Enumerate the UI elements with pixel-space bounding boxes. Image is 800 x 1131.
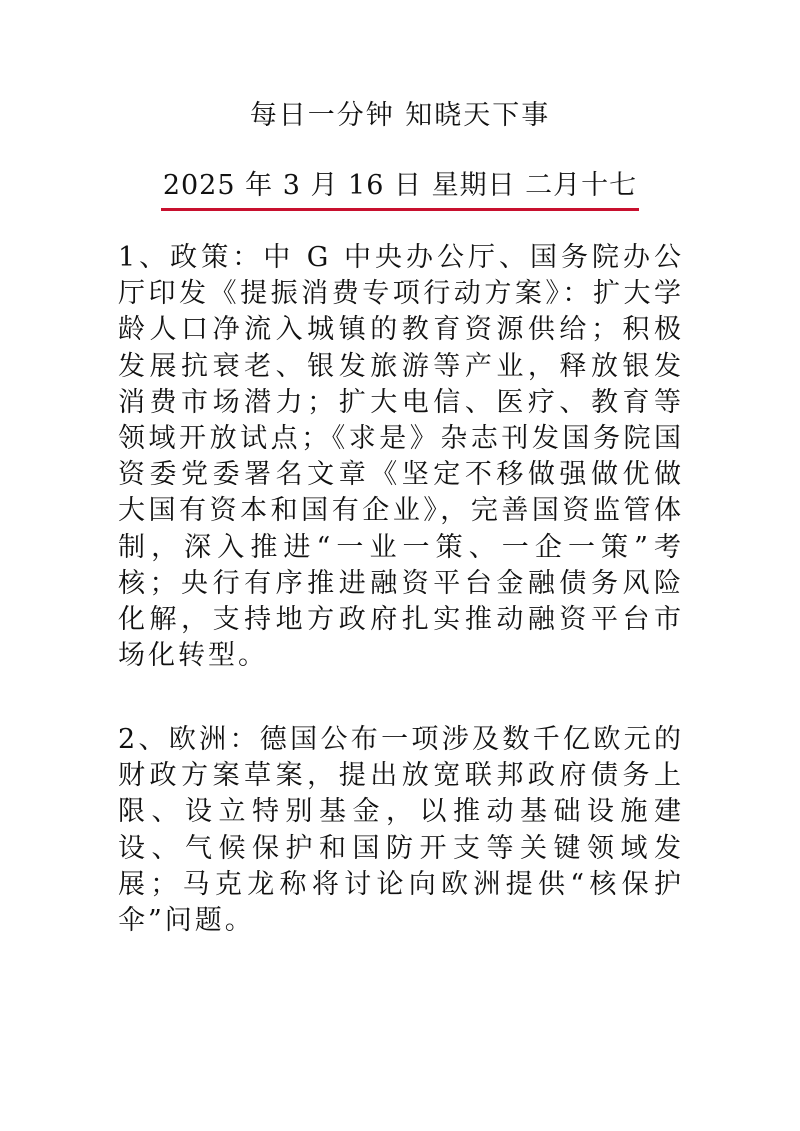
news-item-policy: 1、政策：中 G 中央办公厅、国务院办公厅印发《提振消费专项行动方案》：扩大学龄人口净流入城镇的教育资源供给；积极发展抗衰老、银发旅游等产业，释放银发消费市场潜力；扩大电信、医疗、教育等领域开放试点；《求是》杂志刊发国务院国资委党委署名文章《坚定不移做强做优做大国有资本和国有企业》，完善国资监管体制，深入推进“一业一策、一企一策”考核；央行有序推进融资平台金融债务风险化解，支持地方政府扎实推动融资平台市场化转型。 bbox=[118, 242, 684, 672]
news-item-europe: 2、欧洲：德国公布一项涉及数千亿欧元的财政方案草案，提出放宽联邦政府债务上限、设立特别基金，以推动基础设施建设、气候保护和国防开支等关键领域发展；马克龙称将讨论向欧洲提供“核保护伞”问题。 bbox=[118, 724, 684, 937]
date-line bbox=[0, 166, 800, 211]
page-title: 每日一分钟 知晓天下事 bbox=[249, 100, 551, 131]
date-text: 2025 年 3 月 16 日 星期日 二月十七 bbox=[161, 166, 639, 211]
